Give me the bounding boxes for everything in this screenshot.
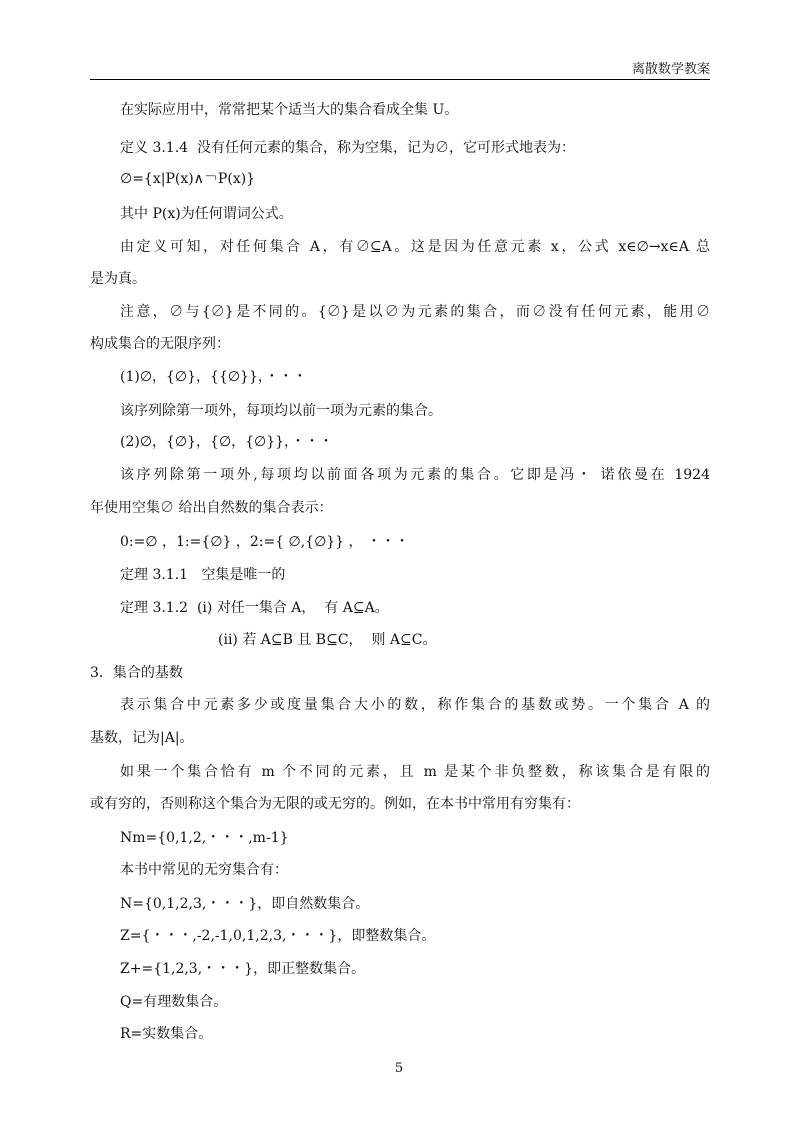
theorem-line: 定理 3.1.2 (ⅰ) 对任一集合 A， 有 A⊆A。 bbox=[120, 600, 389, 616]
text-line: 由定义可知，对任何集合 A，有∅⊆A。这是因为任意元素 x，公式 x∈∅→x∈A 总 bbox=[120, 239, 710, 255]
header-rule bbox=[90, 79, 710, 80]
set-line: Z={・・・,-2,-1,0,1,2,3,・・・}，即整数集合。 bbox=[120, 928, 436, 944]
text-line: 是为真。 bbox=[90, 271, 146, 287]
formula-line: Nm={0,1,2,・・・,m-1} bbox=[120, 830, 289, 846]
set-line: R=实数集合。 bbox=[120, 1026, 213, 1042]
running-header: 离散数学教案 bbox=[631, 62, 710, 77]
text-line: 注意，∅与{∅}是不同的。{∅}是以∅为元素的集合，而∅没有任何元素，能用∅ bbox=[120, 304, 710, 320]
text-line: 年使用空集∅ 给出自然数的集合表示： bbox=[90, 500, 333, 516]
set-line: N={0,1,2,3,・・・}，即自然数集合。 bbox=[120, 896, 370, 912]
set-line: Q=有理数集合。 bbox=[120, 994, 228, 1010]
text-line: 在实际应用中，常常把某个适当大的集合看成全集 U。 bbox=[120, 102, 459, 118]
text-line: 或有穷的，否则称这个集合为无限的或无穷的。例如，在本书中常用有穷集有： bbox=[90, 796, 580, 812]
text-line: 该序列除第一项外,每项均以前面各项为元素的集合。它即是冯・ 诺依曼在 1924 bbox=[120, 467, 710, 483]
set-line: Z+={1,2,3,・・・}，即正整数集合。 bbox=[120, 961, 366, 977]
text-line: 其中 P(x)为任何谓词公式。 bbox=[120, 206, 293, 222]
formula-line: 0:=∅ ，1:={∅} ，2:={ ∅,{∅}} ， ・・・ bbox=[120, 534, 409, 550]
text-line: 本书中常见的无穷集合有： bbox=[120, 862, 288, 878]
section-heading: 3．集合的基数 bbox=[90, 665, 183, 681]
text-line: 如果一个集合恰有 m 个不同的元素，且 m 是某个非负整数，称该集合是有限的 bbox=[120, 764, 710, 780]
theorem-line: 定理 3.1.1 空集是唯一的 bbox=[120, 567, 286, 583]
sequence-line: (1)∅，{∅}，{{∅}}，・・・ bbox=[120, 369, 307, 385]
definition-line: 定义 3.1.4 没有任何元素的集合，称为空集，记为∅，它可形式地表为： bbox=[120, 140, 575, 156]
text-line: 基数，记为|A|。 bbox=[90, 730, 194, 746]
page-number: 5 bbox=[394, 1061, 404, 1076]
text-line: 表示集合中元素多少或度量集合大小的数，称作集合的基数或势。一个集合 A 的 bbox=[120, 697, 710, 713]
theorem-line: (ⅱ) 若 A⊆B 且 B⊆C， 则 A⊆C。 bbox=[218, 632, 437, 648]
text-line: 构成集合的无限序列： bbox=[90, 336, 230, 352]
text-line: 该序列除第一项外，每项均以前一项为元素的集合。 bbox=[120, 403, 442, 419]
sequence-line: (2)∅，{∅}，{∅，{∅}}，・・・ bbox=[120, 434, 334, 450]
formula-line: ∅={x|P(x)∧￢P(x)} bbox=[120, 171, 256, 187]
